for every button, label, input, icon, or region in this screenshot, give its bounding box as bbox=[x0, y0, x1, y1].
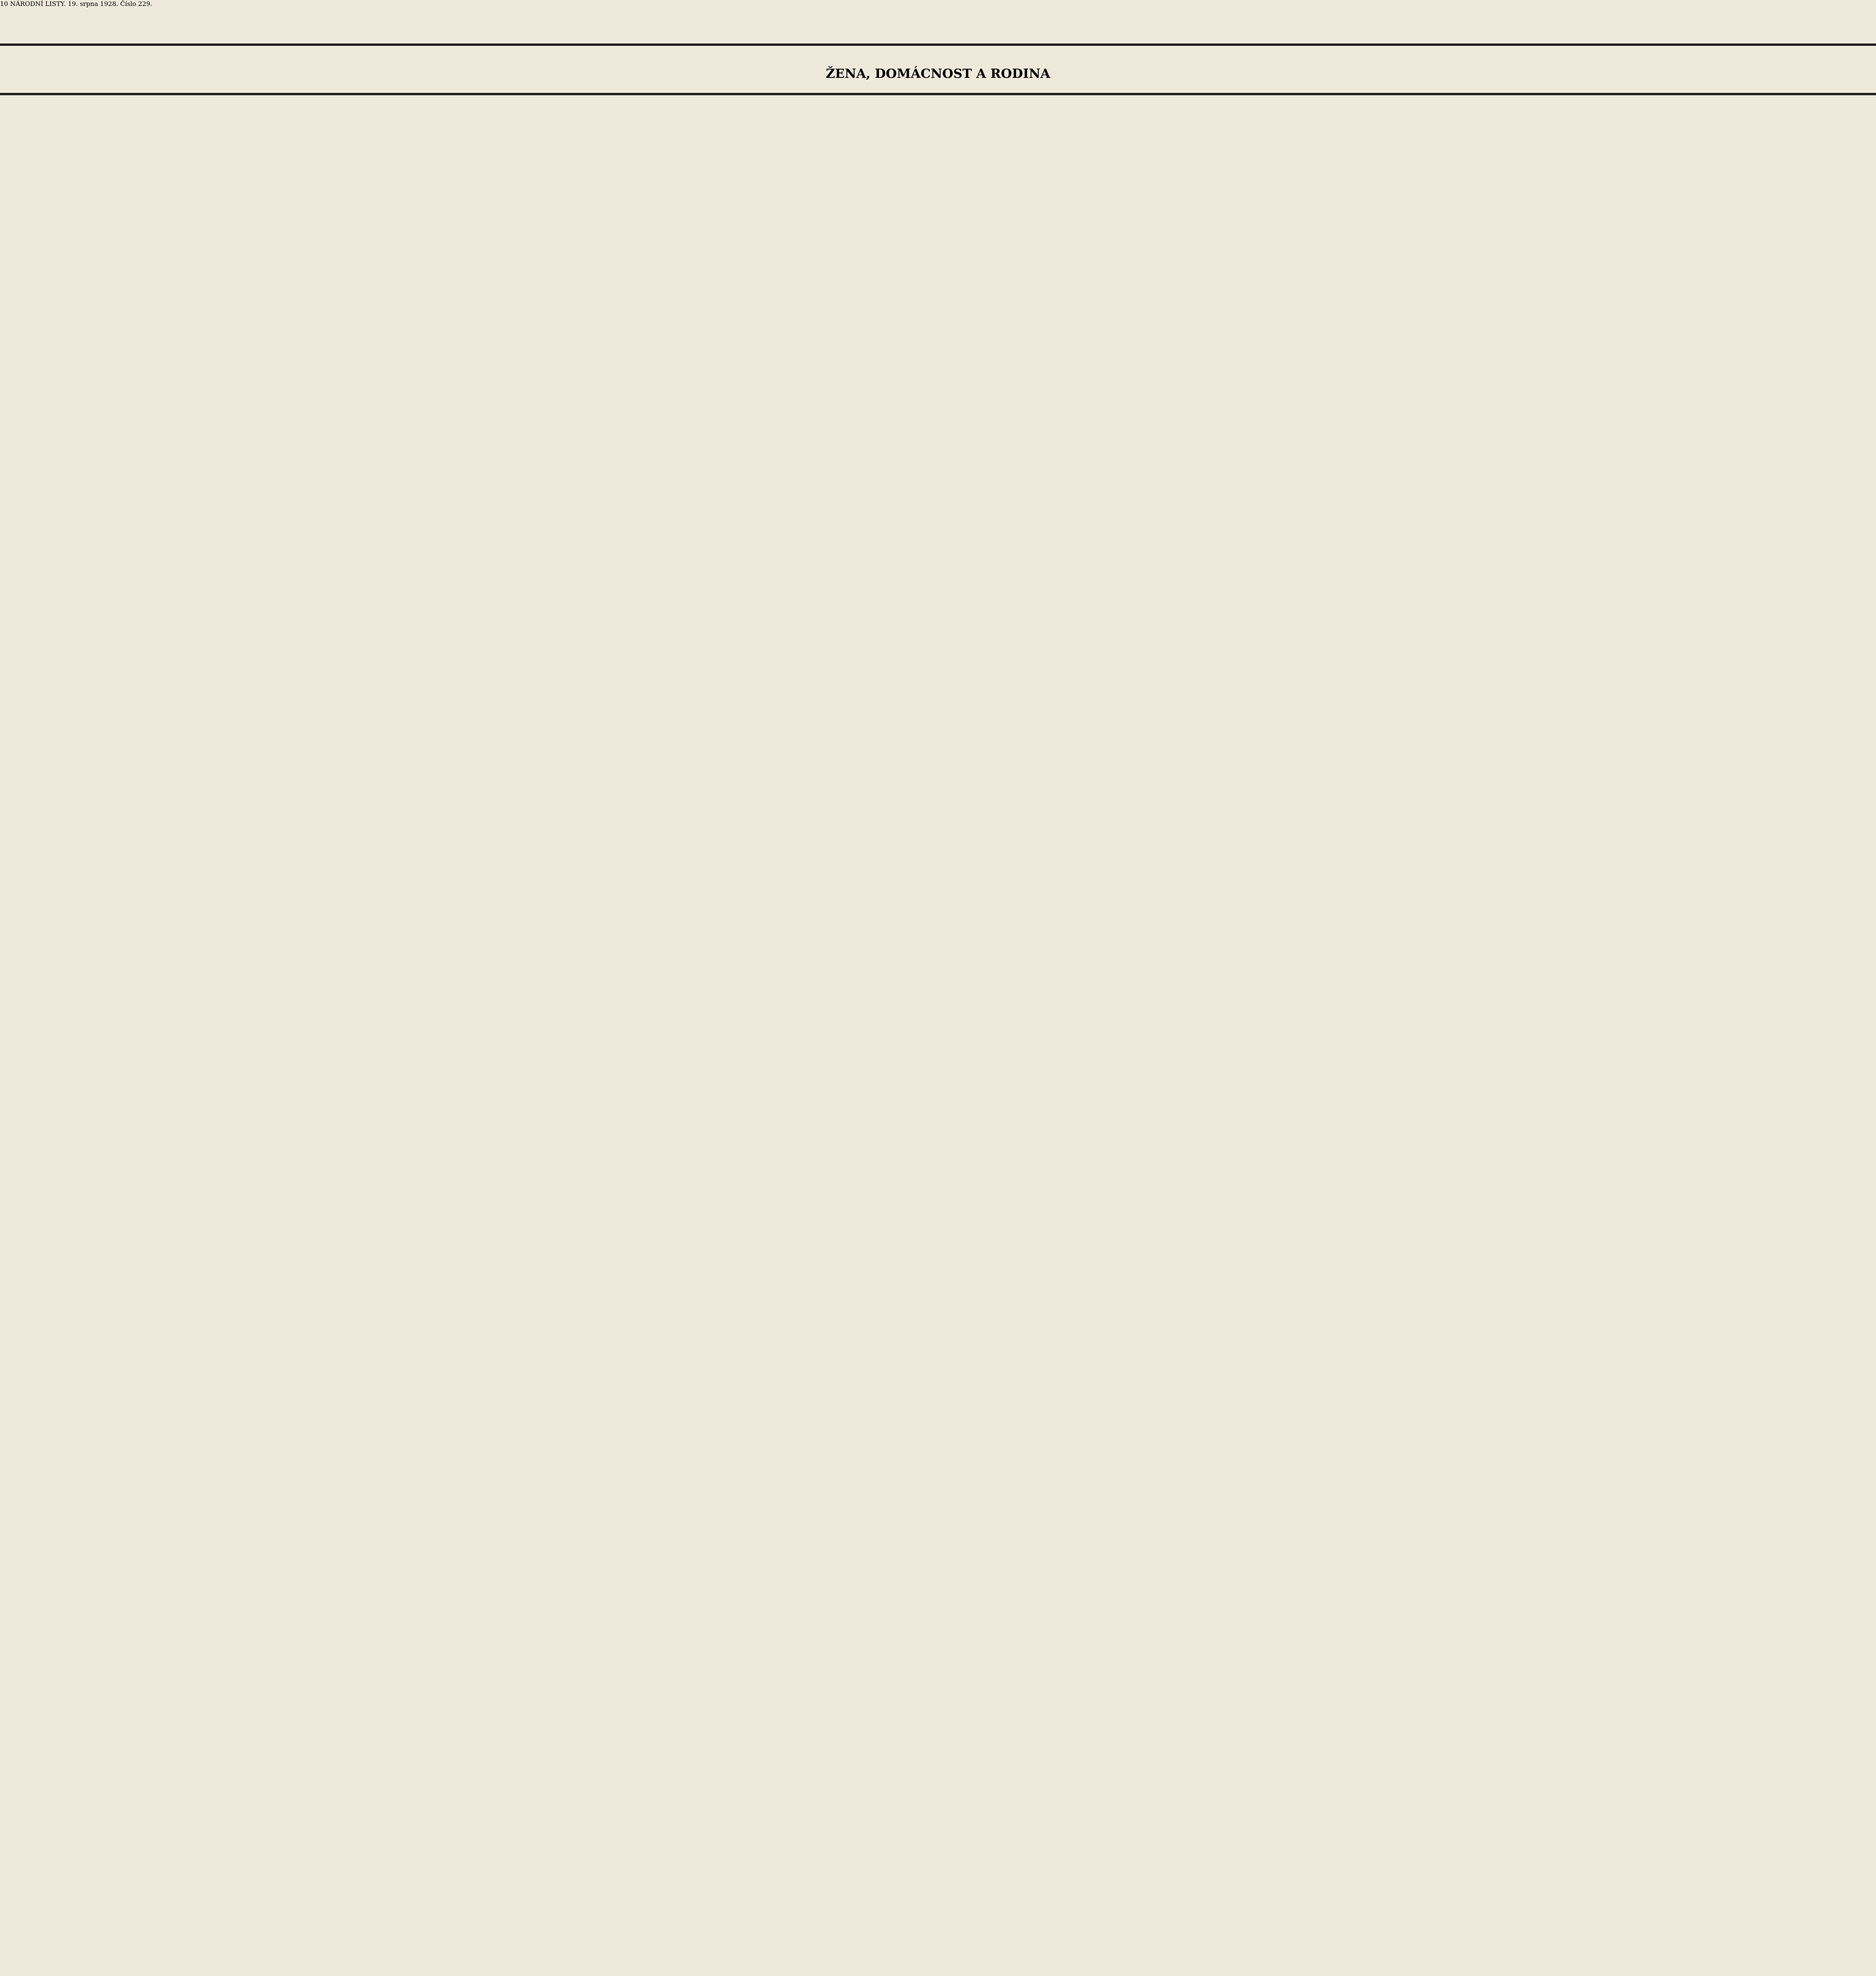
issue-number: Číslo 229. bbox=[120, 0, 153, 8]
section-title: ŽENA, DOMÁCNOST A RODINA bbox=[0, 54, 1876, 95]
page-number: 10 bbox=[0, 0, 8, 8]
paper-name: NÁRODNÍ LISTY. bbox=[10, 0, 66, 8]
masthead bbox=[0, 0, 1876, 46]
issue-date: 19. srpna 1928. bbox=[68, 0, 119, 8]
